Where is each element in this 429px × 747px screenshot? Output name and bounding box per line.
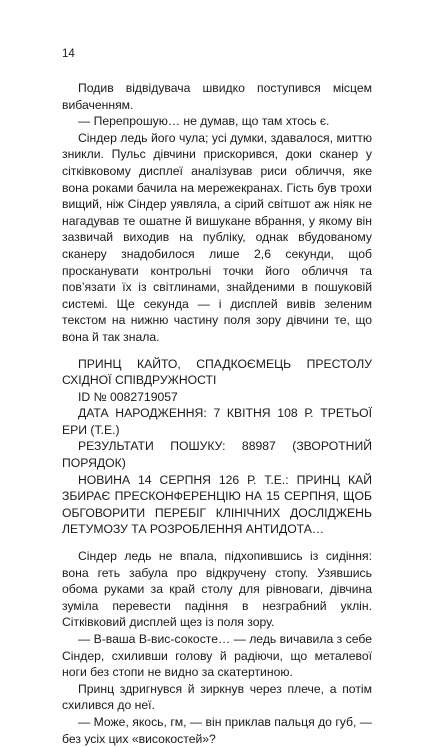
page-number: 14 bbox=[62, 48, 75, 60]
paragraph: — В-ваша В-вис-сокосте… — ледь вичавила з себе Сіндер, схиливши голову й радіючи, що металевої ноги без стопи не видно за скатертиною. bbox=[62, 632, 372, 680]
record-line: РЕЗУЛЬТАТИ ПОШУКУ: 88987 (ЗВОРОТНИЙ ПОРЯДОК) bbox=[62, 439, 372, 471]
record-line: ПРИНЦ КАЙТО, СПАДКОЄМЕЦЬ ПРЕСТОЛУ СХІДНОЇ СПІВДРУЖНОСТІ bbox=[62, 356, 372, 388]
paragraph: Подив відвідувача швидко поступився місцем вибаченням. bbox=[62, 81, 372, 112]
body-text bbox=[62, 80, 372, 747]
paragraph: Сіндер ледь не впала, підхопившись із сидіння: вона геть забула про відкручену стопу. Узявшись обома руками за край столу для рівноваги, дівчина зуміла перевести падіння в незграбний уклін. Сітківковий дисплей щез із поля зору. bbox=[62, 549, 372, 630]
paragraph: Принц здригнувся й зиркнув через плече, а потім схилився до неї. bbox=[62, 681, 372, 713]
paragraph: — Перепрошую… не думав, що там хтось є. bbox=[78, 114, 330, 129]
record-line: ДАТА НАРОДЖЕННЯ: 7 КВІТНЯ 108 Р. ТРЕТЬОЇ ЕРИ (Т.Е.) bbox=[62, 406, 372, 437]
retinal-display-record bbox=[62, 356, 372, 539]
record-line: ID № 0082719057 bbox=[78, 389, 178, 404]
record-line: НОВИНА 14 СЕРПНЯ 126 Р. Т.Е.: ПРИНЦ КАЙ ЗБИРАЄ ПРЕСКОНФЕРЕНЦІЮ НА 15 СЕРПНЯ, ЩОБ ОБГОВОРИТИ ПЕРЕБІГ КЛІНІЧНИХ ДОСЛІДЖЕНЬ ЛЕТУМОЗУ ТА РОЗРОБЛЕННЯ АНТИДОТА… bbox=[62, 472, 372, 537]
paragraph: Сіндер ледь його чула; усі думки, здавалося, миттю зникли. Пульс дівчини прискорився, доки сканер у сітківковому дисплеї аналізував риси обличчя, яке вона роками бачила на мережекранах. Гість був трохи вищий, ніж Сіндер уявляла, а сірий світшот аж ніяк не нагадував те ошатне й вишукане вбрання, у якому він зазвичай виходив на публіку, однак вбудованому сканеру знадобилося лише 2,6 секунди, щоб просканувати контрольні точки його обличчя та пов’язати їх із світлинами, знайденими в пошуковій системі. Ще секунда — і дисплей вивів зеленим текстом на нижню частину поля зору дівчини те, що вона й так знала. bbox=[62, 130, 372, 344]
paragraph: — Може, якось, гм, — він приклав пальця до губ, — без усіх цих «високостей»? bbox=[62, 714, 372, 746]
